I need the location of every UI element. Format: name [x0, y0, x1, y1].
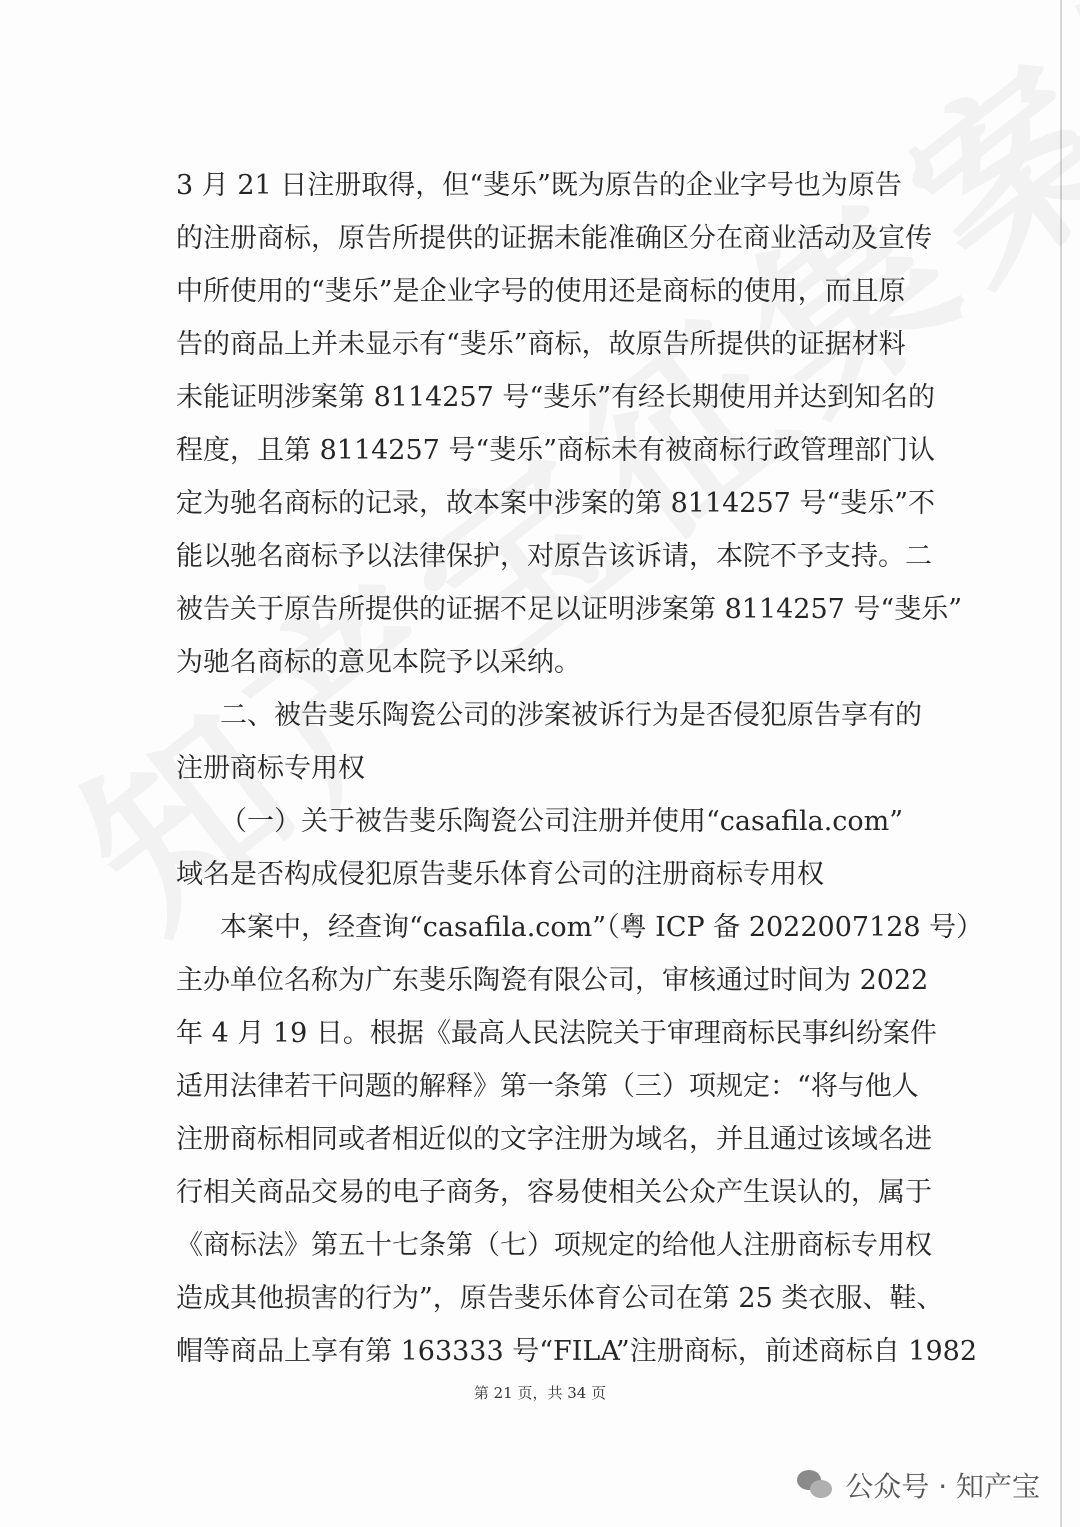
body-line: 程度，且第 8114257 号“斐乐”商标未有被商标行政管理部门认 — [176, 435, 936, 466]
body-line: 中所使用的“斐乐”是企业字号的使用还是商标的使用，而且原 — [176, 276, 906, 307]
body-line: 适用法律若干问题的解释》第一条第（三）项规定：“将与他人 — [176, 1071, 919, 1102]
body-line: 《商标法》第五十七条第（七）项规定的给他人注册商标专用权 — [176, 1230, 932, 1261]
body-line: 告的商品上并未显示有“斐乐”商标，故原告所提供的证据材料 — [176, 329, 906, 360]
body-line: 3 月 21 日注册取得，但“斐乐”既为原告的企业字号也为原告 — [176, 170, 902, 201]
source-attribution — [797, 1465, 1040, 1505]
subsection-heading: （一）关于被告斐乐陶瓷公司注册并使用“casafila.com” — [220, 806, 904, 837]
body-line: 帽等商品上享有第 163333 号“FILA”注册商标，前述商标自 1982 — [176, 1336, 977, 1367]
body-line: 被告关于原告所提供的证据不足以证明涉案第 8114257 号“斐乐” — [176, 594, 963, 625]
body-line: 能以驰名商标予以法律保护，对原告该诉请，本院不予支持。二 — [176, 541, 932, 572]
body-line: 为驰名商标的意见本院予以采纳。 — [176, 647, 581, 678]
page-number: 第 21 页，共 34 页 — [473, 1384, 607, 1402]
body-line: 行相关商品交易的电子商务，容易使相关公众产生误认的，属于 — [176, 1177, 932, 1208]
attribution-text: 公众号 · 知产宝 — [845, 1470, 1040, 1503]
body-line: 造成其他损害的行为”，原告斐乐体育公司在第 25 类衣服、鞋、 — [176, 1283, 944, 1314]
section-heading: 二、被告斐乐陶瓷公司的涉案被诉行为是否侵犯原告享有的 — [220, 700, 922, 731]
body-line: 主办单位名称为广东斐乐陶瓷有限公司，审核通过时间为 2022 — [176, 965, 929, 996]
body-line: 注册商标相同或者相近似的文字注册为域名，并且通过该域名进 — [176, 1124, 932, 1155]
section-heading: 注册商标专用权 — [176, 753, 365, 784]
body-line: 的注册商标，原告所提供的证据未能准确区分在商业活动及宣传 — [176, 223, 932, 254]
body-line: 未能证明涉案第 8114257 号“斐乐”有经长期使用并达到知名的 — [176, 382, 936, 413]
body-line: 定为驰名商标的记录，故本案中涉案的第 8114257 号“斐乐”不 — [176, 488, 936, 519]
body-line: 本案中，经查询“casafila.com”（粤 ICP 备 2022007128 号） — [220, 912, 984, 943]
page-edge-divider — [1060, 0, 1062, 1527]
body-line: 年 4 月 19 日。根据《最高人民法院关于审理商标民事纠纷案件 — [176, 1018, 937, 1049]
subsection-heading: 域名是否构成侵犯原告斐乐体育公司的注册商标专用权 — [176, 859, 824, 890]
wechat-icon — [797, 1468, 835, 1502]
